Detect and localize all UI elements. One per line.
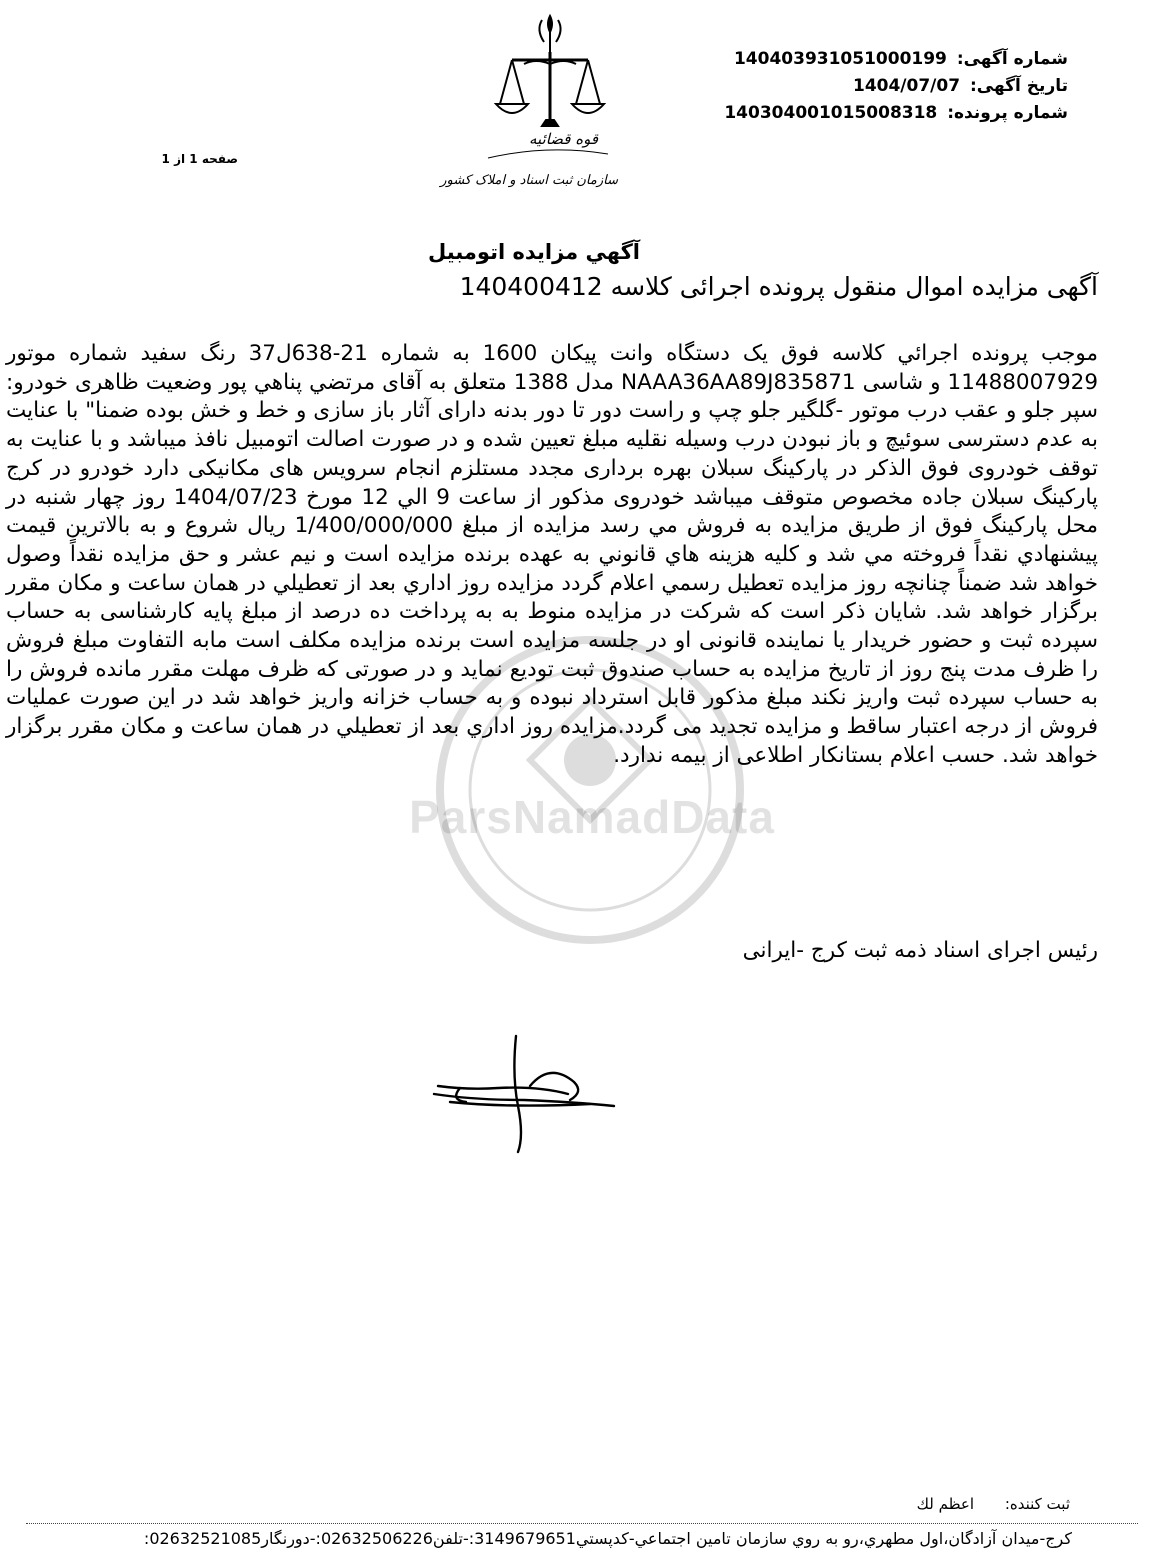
handwritten-signature-icon — [420, 1030, 630, 1160]
registrar-block — [880, 1495, 1070, 1513]
registrar-name: اعظم لك — [916, 1495, 975, 1513]
ad-number-value: 140403931051000199 — [733, 49, 947, 69]
registrar-label: ثبت کننده: — [1004, 1495, 1070, 1513]
file-number-row — [648, 100, 1068, 127]
file-number-label: شماره پرونده: — [947, 103, 1068, 123]
file-number-value: 140304001015008318 — [724, 103, 938, 123]
footer-address: كرج-ميدان آزادگان،اول مطهري،رو به روي سازمان تامين اجتماعي-كدپستي3149679651:-تلفن02632506226:-دورنگار02632521085: — [143, 1529, 1072, 1548]
notice-body: موجب پرونده اجرائي كلاسه فوق یک دستگاه وانت پیکان 1600 به شماره 21-638ل37 رنگ سفید شماره موتور 11488007929 و شاسی NAAA36AA89J835871 مدل 1388 متعلق به آقای مرتضي پناهي پور وضعیت ظاهری خودرو: سپر جلو و عقب درب موتور -گلگیر جلو چپ و راست دور تا دور بدنه دارای آثار باز سازی و خط و خش بوده ضمنا" با عنایت به عدم دسترسی سوئیچ و باز نبودن درب وسیله نقلیه مبلغ تعیین شده و در صورت اصالت اتومبیل نافذ میباشد و با عنایت به توقف خودروی فوق الذکر در پارکینگ سبلان بهره برداری مجدد مستلزم انجام سرویس های مکانیکی دارد خودرو در کرج پارکینگ سبلان جاده مخصوص متوقف میباشد خودروی مذکور از ساعت 9 الي 12 مورخ 1404/07/23 روز چهار شنبه در محل پارکینگ فوق از طريق مزايده به فروش مي رسد مزايده از مبلغ 1/400/000/000 ريال شروع و به بالاترين قيمت پيشنهادي نقداً فروخته مي شد و كليه هزينه هاي قانوني به عهده برنده مزايده است و نيم عشر و حق مزايده نقداً وصول خواهد شد ضمناً چنانچه روز مزايده تعطيل رسمي اعلام گردد مزايده روز اداري بعد از تعطيلي در همان ساعت و مكان مقرر برگزار خواهد شد. شایان ذکر است که شرکت در مزایده منوط به به پرداخت ده درصد از مبلغ پایه کارشناسی به حساب سپرده ثبت و حضور خریدار یا نماینده قانونی او در جلسه مزایده است برنده مزایده مکلف است مابه التفاوت مبلغ فروش را ظرف مدت پنج روز از تاریخ مزایده به حساب صندوق ثبت تودیع نماید و در صورتی که ظرف مهلت مقرر مانده فروش را به حساب سپرده ثبت واریز نکند مبلغ مذکور قابل استرداد نبوده و به حساب خزانه واریز خواهد شد در این صورت عملیات فروش از درجه اعتبار ساقط و مزایده تجدید می گردد.مزايده روز اداري بعد از تعطيلي در همان ساعت و مكان مقرر برگزار خواهد شد. حسب اعلام بستانکار اطلاعی از بیمه ندارد. — [6, 341, 1099, 768]
notice-subtitle: آگهی مزایده اموال منقول پرونده اجرائی کلاسه 140400412 — [459, 272, 1098, 301]
emblem-caption-line2: سازمان ثبت اسناد و املاک کشور — [440, 173, 618, 188]
notice-title: آگهي مزايده اتومبيل — [428, 240, 640, 264]
ad-date-label: تاریخ آگهی: — [969, 76, 1068, 96]
signer-title: رئیس اجرای اسناد ذمه ثبت کرج -ایرانی — [742, 938, 1098, 963]
judiciary-scales-emblem-icon — [440, 8, 628, 198]
page-number: صفحه 1 از 1 — [161, 152, 238, 166]
ad-date-row — [648, 73, 1068, 100]
watermark-text: ParsNamadData — [409, 791, 775, 843]
emblem-caption-line1: قوه قضائیه — [528, 130, 598, 148]
notice-header — [648, 46, 1068, 127]
ad-number-row — [648, 46, 1068, 73]
ad-date-value: 1404/07/07 — [852, 76, 961, 96]
footer-divider — [26, 1523, 1138, 1524]
ad-number-label: شماره آگهی: — [956, 49, 1068, 69]
